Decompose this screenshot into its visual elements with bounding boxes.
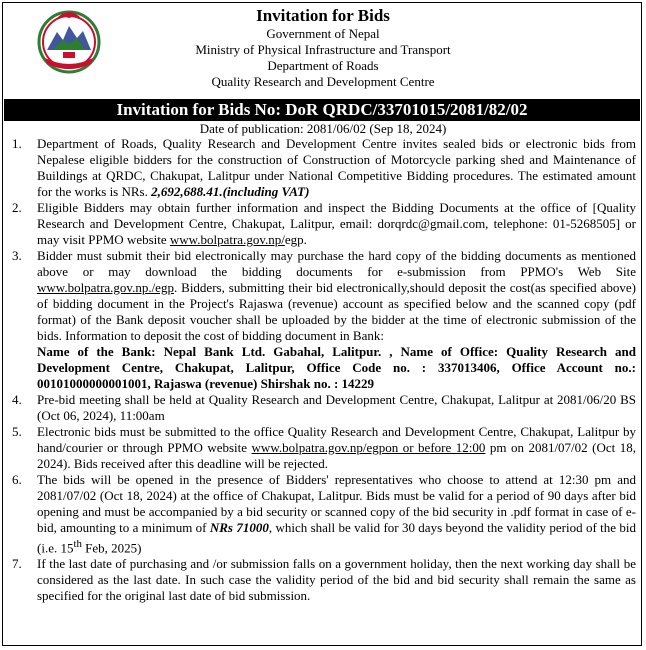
item-text: Eligible Bidders may obtain further information and inspect the Bidding Documents at the office of [Quality Research and Development Centre, Chakupat, Lalitpur, email: dorqrdc@gmail.com, telephone: 01-5268505] or may visit PPMO website bbox=[37, 200, 636, 247]
item-text: . Bidders, submitting their bid electronically,should deposit the cost(as specified above) of bidding document in the Project's Rajaswa (revenue) account as specified below and the scanned copy (pdf format) of the Bank deposit voucher shall be uploaded by the bidder at the time of electronic submission of the bids. Information to deposit the cost of bidding document in Bank: bbox=[37, 280, 636, 343]
item-text: Feb, 2025) bbox=[81, 540, 142, 556]
ppmo-link[interactable]: www.bolpatra.gov.np./egp bbox=[37, 280, 174, 295]
bid-number-bar: Invitation for Bids No: DoR QRDC/33701015/2081/82/02 bbox=[4, 99, 640, 121]
item-text: The bids will be opened in the presence of Bidders' representatives who choose to attend at 12:30 pm and 2081/07/02 (Oct 18, 2024) at the office of Chakupat, Lalitpur. Bids must be valid for a period of 90 days after bid opening and must be accompanied by a bid security or scanned copy of the bid security in .pdf format in case of e-bid, amounting to a minimum of bbox=[37, 472, 636, 535]
publication-date: Date of publication: 2081/06/02 (Sep 18, 2024) bbox=[199, 121, 447, 136]
item-number: 3. bbox=[12, 248, 22, 263]
item-text: Bidder must submit their bid electronically may purchase the hard copy of the bidding documents as mentioned above or may download the bidding documents for e-submission from PPMO's Web Site bbox=[37, 248, 636, 279]
item-text: , which shall be valid for 30 days beyond the validity period of the bid (i.e. 15 bbox=[37, 520, 636, 556]
item-number: 2. bbox=[12, 200, 22, 215]
item-text: Electronic bids must be submitted to the office Quality Research and Development Centre, Chakupat, Lalitpur by hand/courier or through PPMO website bbox=[37, 424, 636, 455]
list-item bbox=[12, 424, 636, 472]
government-line: Government of Nepal bbox=[266, 26, 380, 41]
item-number: 4. bbox=[12, 392, 22, 407]
item-text: If the last date of purchasing and /or submission falls on a government holiday, then the next working day shall be considered as the last date. In such case the validity period of the bid and bid security shall remain the same as specified for the original last date of bid submission. bbox=[37, 556, 636, 604]
department-line: Department of Roads bbox=[267, 58, 379, 73]
list-item bbox=[12, 248, 636, 392]
notice-title: Invitation for Bids bbox=[256, 6, 390, 25]
ppmo-link[interactable]: www.bolpatra.gov.np/ bbox=[169, 232, 285, 247]
bank-details: Name of the Bank: Nepal Bank Ltd. Gabahal, Lalitpur. , Name of Office: Quality Research and Development Centre, Chakupat, Lalitpur, Office Code no. : 337013406, Office Account no.: 00101000000001001, Rajaswa (revenue) Shirshak no. : 14229 bbox=[37, 344, 636, 391]
estimated-amount: 2,692,688.41.(including VAT) bbox=[151, 184, 310, 199]
list-item bbox=[12, 200, 636, 248]
bid-security-amount: NRs 71000 bbox=[209, 520, 269, 535]
list-item bbox=[12, 136, 636, 200]
item-number: 1. bbox=[12, 136, 22, 151]
item-text: egp. bbox=[284, 232, 307, 247]
item-text: pm on 2081/07/02 (Oct 18, 2024). Bids received after this deadline will be rejected. bbox=[37, 440, 636, 471]
notice-header bbox=[0, 5, 646, 90]
item-number: 6. bbox=[12, 472, 22, 487]
item-number: 5. bbox=[12, 424, 22, 439]
item-number: 7. bbox=[12, 556, 22, 572]
centre-line: Quality Research and Development Centre bbox=[211, 74, 435, 89]
item-text: Department of Roads, Quality Research and Development Centre invites sealed bids or electronic bids from Nepalese eligible bidders for the construction of Construction of Motorcycle parking shed and Maintenance of Buildings at QRDC, Chakupat, Lalitpur under National Competitive Bidding procedures. The estimated amount for the works is NRs. bbox=[37, 136, 636, 199]
bid-conditions-list bbox=[12, 136, 636, 604]
ordinal-suffix: th bbox=[73, 538, 82, 550]
list-item bbox=[12, 472, 636, 556]
ppmo-link[interactable]: www.bolpatra.gov.np/egpon or before 12:00 bbox=[251, 440, 486, 455]
ministry-line: Ministry of Physical Infrastructure and Transport bbox=[195, 42, 451, 57]
item-text: Pre-bid meeting shall be held at Quality Research and Development Centre, Chakupat, Lalitpur at 2081/06/20 BS (Oct 06, 2024), 11:00am bbox=[37, 392, 636, 423]
list-item bbox=[12, 392, 636, 424]
list-item bbox=[12, 556, 636, 604]
